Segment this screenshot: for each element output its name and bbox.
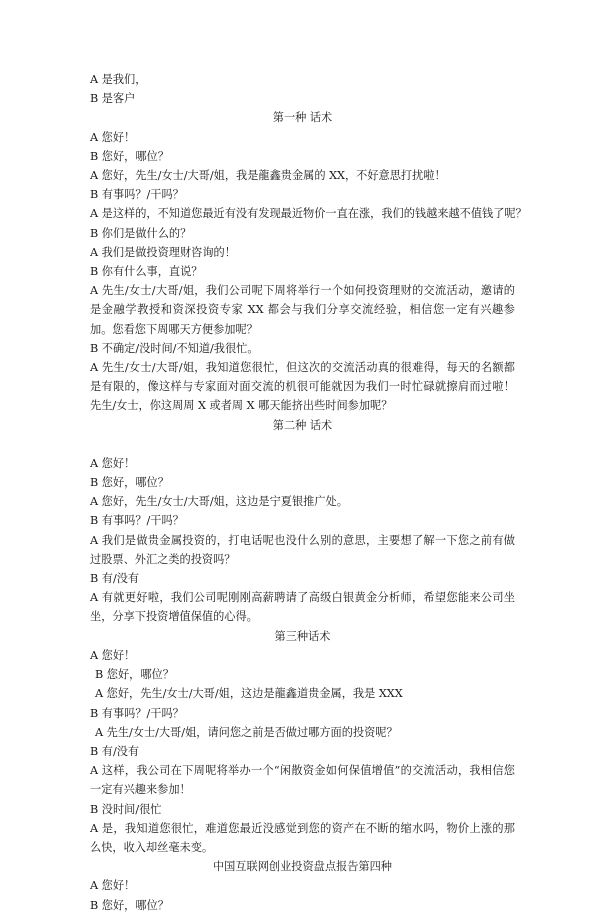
dialogue-line: B 有/没有	[90, 744, 140, 758]
dialogue-line: B 你们是做什么的？	[90, 226, 192, 240]
dialogue-line: A 您好，先生/女士/大哥/姐，我是龍鑫贵金属的 XX，不好意思打扰啦！	[90, 169, 446, 183]
dialogue-paragraph: A 这样，我公司在下周呢将举办一个“闲散资金如何保值增值”的交流活动，我相信您一定有兴趣来参加！	[90, 764, 515, 797]
dialogue-paragraph: A 有就更好啦，我们公司呢刚刚高薪聘请了高级白银黄金分析师，希望您能来公司坐坐，分享下投资增值保值的心得。	[90, 591, 515, 624]
dialogue-paragraph: A 我们是做贵金属投资的，打电话呢也没什么别的意思，主要想了解一下您之前有做过股票、外汇之类的投资吗？	[90, 533, 515, 566]
intro-line: B 是客户	[90, 92, 136, 106]
section-4-title: 中国互联网创业投资盘点报告第四种	[212, 860, 392, 874]
document-page	[90, 70, 527, 915]
blank-line	[90, 435, 515, 454]
dialogue-line: B 您好，哪位？	[90, 476, 169, 490]
section-2-title: 第二种 话术	[272, 418, 333, 432]
dialogue-line: A 您好！	[90, 456, 136, 470]
dialogue-paragraph: A 是，我知道您很忙，难道您最近没感觉到您的资产在不断的缩水吗，物价上涨的那么快，收入却丝毫未变。	[90, 821, 515, 854]
dialogue-line: B 有事吗？/干吗？	[90, 514, 184, 528]
dialogue-line: A 您好，先生/女士/大哥/姐，这边是宁夏银推广处。	[90, 495, 348, 509]
dialogue-line: A 先生/女士/大哥/姐，请问您之前是否做过哪方面的投资呢？	[95, 725, 398, 739]
dialogue-line: A 您好，先生/女士/大哥/姐，这边是龍鑫道贵金属，我是 XXX	[95, 687, 403, 701]
dialogue-line: A 您好！	[90, 130, 136, 144]
dialogue-line: A 您好！	[90, 648, 136, 662]
dialogue-line: B 不确定/没时间/不知道/我很忙。	[90, 341, 259, 355]
dialogue-line: B 您好，哪位？	[90, 149, 169, 163]
intro-line: A 是我们，	[90, 73, 147, 86]
dialogue-line: B 有事吗？/干吗？	[90, 188, 184, 202]
dialogue-line: B 有事吗？/干吗？	[90, 706, 184, 720]
dialogue-line: A 我们是做投资理财咨询的！	[90, 245, 236, 259]
dialogue-line: B 你有什么事，直说？	[90, 265, 203, 279]
section-3-title: 第三种话术	[274, 629, 331, 643]
dialogue-line: A 您好！	[90, 879, 136, 893]
dialogue-line: A 是这样的，不知道您最近有没有发现最近物价一直在涨，我们的钱越来越不值钱了呢？	[90, 207, 527, 221]
dialogue-paragraph: A 先生/女士/大哥/姐，我们公司呢下周将举行一个如何投资理财的交流活动，邀请的是金融学教授和资深投资专家 XX 都会与我们分享交流经验，相信您一定有兴趣参加。您看您下周哪天方便参加呢？	[90, 284, 515, 336]
dialogue-line: B 没时间/很忙	[90, 802, 162, 816]
section-1-title: 第一种 话术	[272, 111, 333, 125]
dialogue-line: B 有/没有	[90, 572, 140, 586]
dialogue-line: B 您好，哪位？	[95, 668, 174, 682]
dialogue-paragraph: A 先生/女士/大哥/姐，我知道您很忙，但这次的交流活动真的很难得，每天的名额都是有限的，像这样与专家面对面交流的机很可能就因为我们一时忙碌就擦肩而过啦！先生/女士，你这周周 X 或者周 X 哪天能挤出些时间参加呢？	[90, 361, 515, 413]
dialogue-line: B 您好，哪位？	[90, 898, 169, 912]
